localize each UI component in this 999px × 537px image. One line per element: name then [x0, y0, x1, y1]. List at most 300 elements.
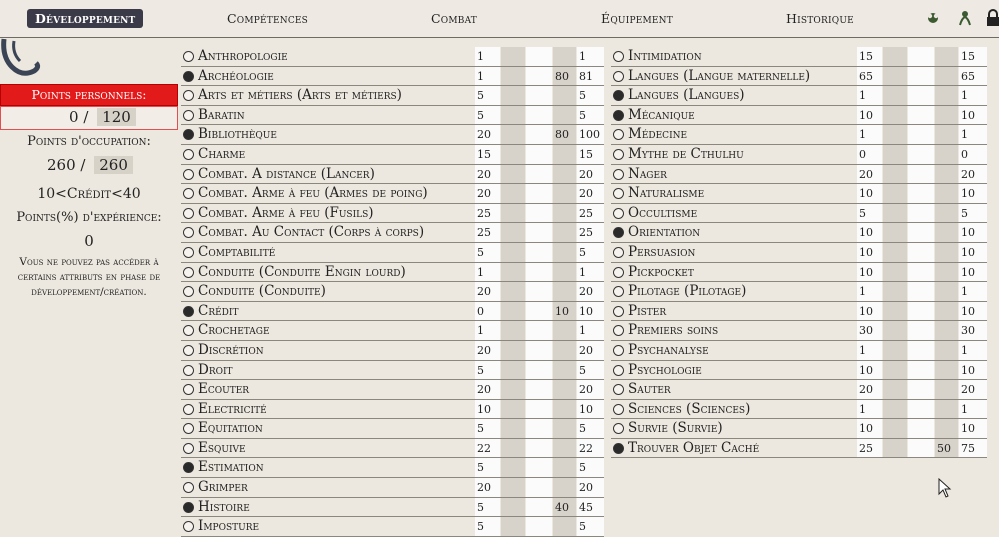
skill-b2	[553, 380, 576, 399]
skill-total: 10	[959, 106, 987, 125]
skill-total: 81	[577, 67, 604, 86]
skill-a[interactable]	[883, 204, 907, 223]
skill-a[interactable]	[501, 125, 525, 144]
skill-a[interactable]	[501, 145, 525, 164]
skill-radio[interactable]	[613, 208, 624, 219]
skill-a[interactable]	[883, 282, 907, 301]
tab-competences[interactable]: Compétences	[227, 11, 309, 26]
skill-radio[interactable]	[613, 384, 624, 395]
skill-b[interactable]	[908, 400, 934, 419]
skill-b2	[553, 223, 576, 242]
skill-row[interactable]	[181, 184, 604, 204]
skill-radio[interactable]	[613, 188, 624, 199]
skill-b[interactable]	[526, 165, 552, 184]
skill-row[interactable]	[611, 145, 987, 165]
skill-b[interactable]	[908, 67, 934, 86]
experience-label: Points(%) d'expérience:	[16, 210, 162, 225]
skill-name: Combat. A distance (Lancer)	[198, 165, 375, 182]
skill-a[interactable]	[883, 223, 907, 242]
skill-row[interactable]	[611, 165, 987, 185]
skill-total: 1	[959, 282, 987, 301]
skill-b2	[935, 145, 958, 164]
skill-base: 1	[857, 86, 882, 105]
skill-total: 5	[577, 243, 604, 262]
skill-b[interactable]	[908, 361, 934, 380]
skill-row[interactable]	[181, 439, 604, 459]
skill-name: Sauter	[628, 381, 671, 398]
skill-base: 5	[857, 204, 882, 223]
skill-base: 5	[475, 106, 500, 125]
skill-a[interactable]	[501, 67, 525, 86]
skill-radio[interactable]	[183, 384, 194, 395]
skill-b2	[553, 282, 576, 301]
skill-a[interactable]	[501, 439, 525, 458]
skill-row[interactable]	[181, 419, 604, 439]
skill-name: Crédit	[198, 302, 239, 319]
skill-radio[interactable]	[613, 443, 624, 454]
skill-base: 20	[857, 165, 882, 184]
skill-b[interactable]	[908, 321, 934, 340]
skill-b[interactable]	[908, 47, 934, 66]
skill-b2	[553, 400, 576, 419]
skill-radio[interactable]	[613, 169, 624, 180]
skill-radio[interactable]	[613, 247, 624, 258]
skill-name: Estimation	[198, 459, 264, 476]
skill-a[interactable]	[883, 263, 907, 282]
skill-name: Droit	[198, 361, 233, 378]
skill-base: 20	[475, 184, 500, 203]
skill-b[interactable]	[526, 106, 552, 125]
skill-base: 15	[857, 47, 882, 66]
skill-total: 20	[959, 380, 987, 399]
skill-b[interactable]	[908, 125, 934, 144]
skill-row[interactable]	[611, 341, 987, 361]
skill-radio[interactable]	[183, 423, 194, 434]
skill-radio[interactable]	[613, 71, 624, 82]
skill-b[interactable]	[908, 302, 934, 321]
skill-b[interactable]	[526, 361, 552, 380]
skill-radio[interactable]	[613, 51, 624, 62]
skill-b[interactable]	[526, 86, 552, 105]
skill-row[interactable]	[611, 223, 987, 243]
skill-name: Pister	[628, 302, 667, 319]
lock-icon[interactable]	[984, 9, 999, 27]
brain-icon[interactable]	[924, 9, 942, 27]
skill-base: 20	[857, 380, 882, 399]
skill-radio[interactable]	[613, 149, 624, 160]
skill-radio[interactable]	[183, 51, 194, 62]
skill-radio[interactable]	[183, 462, 194, 473]
skill-b[interactable]	[526, 419, 552, 438]
skill-b2	[553, 47, 576, 66]
skill-radio[interactable]	[613, 129, 624, 140]
tentacle-icon[interactable]	[956, 9, 974, 27]
skill-row[interactable]	[611, 243, 987, 263]
skill-a[interactable]	[501, 341, 525, 360]
skill-name: Bibliothèque	[198, 126, 277, 143]
skill-radio[interactable]	[183, 90, 194, 101]
skill-a[interactable]	[501, 419, 525, 438]
skill-a[interactable]	[883, 184, 907, 203]
skill-b[interactable]	[526, 184, 552, 203]
skill-b2: 50	[935, 439, 958, 458]
skill-total: 22	[577, 439, 604, 458]
skill-b2	[553, 106, 576, 125]
skill-a[interactable]	[501, 106, 525, 125]
skill-radio[interactable]	[183, 208, 194, 219]
skill-radio[interactable]	[183, 227, 194, 238]
skill-total: 15	[577, 145, 604, 164]
skill-row[interactable]	[611, 282, 987, 302]
skill-a[interactable]	[883, 47, 907, 66]
skill-b[interactable]	[908, 243, 934, 262]
skill-b[interactable]	[526, 341, 552, 360]
skill-a[interactable]	[501, 86, 525, 105]
tab-historique[interactable]: Historique	[786, 11, 854, 26]
skill-row[interactable]	[181, 223, 604, 243]
skill-b[interactable]	[908, 439, 934, 458]
skill-radio[interactable]	[183, 482, 194, 493]
skill-a[interactable]	[883, 321, 907, 340]
skill-radio[interactable]	[183, 306, 194, 317]
skill-b2	[553, 361, 576, 380]
skill-row[interactable]	[181, 47, 604, 67]
skill-a[interactable]	[883, 145, 907, 164]
skill-a[interactable]	[501, 204, 525, 223]
skill-a[interactable]	[501, 380, 525, 399]
skill-b[interactable]	[526, 47, 552, 66]
skill-a[interactable]	[501, 184, 525, 203]
skill-base: 65	[857, 67, 882, 86]
skill-b2	[935, 400, 958, 419]
skill-b2	[935, 106, 958, 125]
skill-b[interactable]	[526, 498, 552, 517]
skill-a[interactable]	[883, 302, 907, 321]
skill-b2	[935, 341, 958, 360]
skill-row[interactable]	[611, 361, 987, 381]
skill-base: 20	[475, 165, 500, 184]
skill-name: Ecouter	[198, 381, 250, 398]
skill-b[interactable]	[908, 184, 934, 203]
skill-b2	[553, 145, 576, 164]
skill-b2	[553, 458, 576, 477]
personal-points-label: Points personnels:	[0, 84, 178, 106]
skill-name: Charme	[198, 145, 246, 162]
skill-a[interactable]	[883, 380, 907, 399]
skill-row[interactable]	[611, 86, 987, 106]
skill-b[interactable]	[908, 204, 934, 223]
skill-total: 5	[577, 458, 604, 477]
skill-base: 20	[475, 282, 500, 301]
skill-radio[interactable]	[183, 443, 194, 454]
skill-total: 10	[959, 243, 987, 262]
skill-b2: 80	[553, 125, 576, 144]
skill-name: Médecine	[628, 126, 688, 143]
skill-a[interactable]	[501, 47, 525, 66]
skill-radio[interactable]	[183, 129, 194, 140]
skill-total: 5	[577, 361, 604, 380]
skill-radio[interactable]	[183, 267, 194, 278]
skill-row[interactable]	[181, 321, 604, 341]
skill-b[interactable]	[526, 204, 552, 223]
skill-row[interactable]	[181, 263, 604, 283]
skill-a[interactable]	[501, 458, 525, 477]
skill-row[interactable]	[611, 400, 987, 420]
skill-row[interactable]	[181, 125, 604, 145]
mouse-cursor-icon	[938, 478, 952, 498]
skill-radio[interactable]	[183, 365, 194, 376]
skill-radio[interactable]	[613, 267, 624, 278]
skill-b2	[935, 125, 958, 144]
skill-total: 10	[959, 302, 987, 321]
skill-total: 25	[577, 204, 604, 223]
skill-radio[interactable]	[183, 110, 194, 121]
skill-b[interactable]	[908, 341, 934, 360]
skill-b[interactable]	[526, 145, 552, 164]
skill-name: Histoire	[198, 498, 250, 515]
skill-b[interactable]	[526, 125, 552, 144]
skill-name: Discrétion	[198, 341, 264, 358]
skill-row[interactable]	[181, 67, 604, 87]
skill-base: 25	[857, 439, 882, 458]
skill-b[interactable]	[526, 458, 552, 477]
skill-b2	[935, 184, 958, 203]
skill-row[interactable]	[181, 204, 604, 224]
tentacle-logo-icon	[0, 37, 48, 85]
skill-base: 10	[857, 106, 882, 125]
skill-base: 1	[857, 125, 882, 144]
skill-row[interactable]	[181, 517, 604, 537]
skill-radio[interactable]	[613, 404, 624, 415]
skill-total: 15	[959, 47, 987, 66]
skill-total: 20	[577, 478, 604, 497]
skill-b[interactable]	[908, 86, 934, 105]
skill-a[interactable]	[501, 361, 525, 380]
skill-row[interactable]	[611, 321, 987, 341]
skill-radio[interactable]	[613, 110, 624, 121]
skill-a[interactable]	[501, 282, 525, 301]
skill-b2	[935, 67, 958, 86]
skill-b[interactable]	[908, 419, 934, 438]
skill-b2	[935, 361, 958, 380]
skill-total: 10	[959, 223, 987, 242]
skill-a[interactable]	[501, 498, 525, 517]
occupation-points-spent: 260	[47, 156, 76, 174]
skill-name: Occultisme	[628, 204, 698, 221]
skill-b[interactable]	[526, 478, 552, 497]
skill-row[interactable]	[181, 165, 604, 185]
skill-row[interactable]	[181, 282, 604, 302]
skill-a[interactable]	[883, 400, 907, 419]
skill-name: Equitation	[198, 420, 263, 437]
personal-points-sep: /	[83, 108, 89, 126]
skill-b[interactable]	[526, 223, 552, 242]
skill-radio[interactable]	[183, 345, 194, 356]
skill-base: 1	[475, 321, 500, 340]
skills-table-right	[611, 47, 987, 458]
skill-a[interactable]	[883, 243, 907, 262]
skill-row[interactable]	[181, 400, 604, 420]
skill-a[interactable]	[501, 263, 525, 282]
skill-a[interactable]	[501, 223, 525, 242]
skill-total: 5	[959, 204, 987, 223]
skill-radio[interactable]	[183, 169, 194, 180]
skill-a[interactable]	[501, 165, 525, 184]
skill-a[interactable]	[501, 321, 525, 340]
skill-row[interactable]	[181, 243, 604, 263]
skill-b2: 40	[553, 498, 576, 517]
skill-total: 20	[577, 184, 604, 203]
skill-row[interactable]	[181, 302, 604, 322]
skill-b[interactable]	[908, 282, 934, 301]
skill-b2	[935, 380, 958, 399]
skill-radio[interactable]	[183, 71, 194, 82]
skill-base: 25	[475, 223, 500, 242]
skill-total: 5	[577, 419, 604, 438]
skill-base: 5	[475, 361, 500, 380]
skill-b2	[935, 47, 958, 66]
skill-total: 1	[577, 321, 604, 340]
skill-base: 10	[857, 243, 882, 262]
skill-total: 10	[577, 302, 604, 321]
skill-b[interactable]	[526, 400, 552, 419]
skill-row[interactable]	[611, 106, 987, 126]
skill-radio[interactable]	[613, 423, 624, 434]
skill-base: 0	[857, 145, 882, 164]
skill-radio[interactable]	[613, 306, 624, 317]
skill-b[interactable]	[526, 302, 552, 321]
skill-radio[interactable]	[183, 325, 194, 336]
skill-radio[interactable]	[613, 90, 624, 101]
skill-b[interactable]	[908, 223, 934, 242]
skill-base: 15	[475, 145, 500, 164]
skill-radio[interactable]	[183, 247, 194, 258]
skill-a[interactable]	[883, 341, 907, 360]
skill-radio[interactable]	[183, 404, 194, 415]
skill-row[interactable]	[611, 263, 987, 283]
skill-a[interactable]	[501, 302, 525, 321]
skill-a[interactable]	[883, 86, 907, 105]
skill-a[interactable]	[501, 400, 525, 419]
skill-name: Pickpocket	[628, 263, 694, 280]
skill-base: 1	[857, 341, 882, 360]
skill-total: 20	[577, 165, 604, 184]
skill-radio[interactable]	[613, 365, 624, 376]
skill-a[interactable]	[501, 478, 525, 497]
skill-radio[interactable]	[183, 502, 194, 513]
skill-a[interactable]	[883, 67, 907, 86]
skill-b[interactable]	[526, 321, 552, 340]
skill-b[interactable]	[526, 380, 552, 399]
skill-row[interactable]	[611, 439, 987, 459]
skill-radio[interactable]	[183, 149, 194, 160]
skill-name: Naturalisme	[628, 185, 705, 202]
skill-b[interactable]	[908, 106, 934, 125]
skill-a[interactable]	[883, 165, 907, 184]
skill-base: 5	[475, 517, 500, 536]
skill-total: 65	[959, 67, 987, 86]
skill-total: 5	[577, 86, 604, 105]
skill-row[interactable]	[181, 361, 604, 381]
skill-base: 1	[475, 263, 500, 282]
skill-radio[interactable]	[183, 521, 194, 532]
skill-b2	[553, 439, 576, 458]
skill-row[interactable]	[611, 125, 987, 145]
skill-row[interactable]	[611, 302, 987, 322]
credit-range: 10<Crédit<40	[37, 186, 141, 202]
skill-b[interactable]	[908, 263, 934, 282]
skill-row[interactable]	[611, 419, 987, 439]
skill-b[interactable]	[526, 263, 552, 282]
skill-a[interactable]	[501, 243, 525, 262]
skill-b2	[553, 263, 576, 282]
skill-b[interactable]	[526, 517, 552, 536]
skill-row[interactable]	[181, 478, 604, 498]
skill-b[interactable]	[526, 243, 552, 262]
skill-radio[interactable]	[613, 345, 624, 356]
experience-value: 0	[84, 232, 94, 250]
skill-row[interactable]	[611, 184, 987, 204]
skill-name: Imposture	[198, 518, 260, 535]
skill-radio[interactable]	[613, 286, 624, 297]
skill-b[interactable]	[526, 67, 552, 86]
skill-radio[interactable]	[613, 227, 624, 238]
skill-row[interactable]	[181, 341, 604, 361]
skill-total: 10	[577, 400, 604, 419]
occupation-points-sep: /	[80, 156, 86, 174]
skill-total: 1	[959, 125, 987, 144]
left-panel	[0, 37, 178, 511]
personal-points-total: 120	[97, 108, 136, 126]
skill-a[interactable]	[883, 419, 907, 438]
skill-b[interactable]	[526, 282, 552, 301]
skill-row[interactable]	[611, 204, 987, 224]
skill-row[interactable]	[181, 458, 604, 478]
skill-radio[interactable]	[183, 286, 194, 297]
skill-a[interactable]	[883, 361, 907, 380]
skill-b[interactable]	[908, 165, 934, 184]
skill-base: 20	[475, 478, 500, 497]
skill-a[interactable]	[883, 106, 907, 125]
skill-a[interactable]	[501, 517, 525, 536]
skill-row[interactable]	[611, 67, 987, 87]
skill-a[interactable]	[883, 125, 907, 144]
skill-base: 10	[857, 223, 882, 242]
skill-name: Grimper	[198, 479, 248, 496]
tab-developpement[interactable]: Développement	[27, 9, 143, 28]
skill-b[interactable]	[908, 380, 934, 399]
skill-row[interactable]	[181, 86, 604, 106]
skill-name: Premiers soins	[628, 322, 719, 339]
skill-row[interactable]	[181, 498, 604, 518]
skill-row[interactable]	[611, 380, 987, 400]
skill-row[interactable]	[611, 47, 987, 67]
skill-base: 5	[475, 419, 500, 438]
skill-row[interactable]	[181, 145, 604, 165]
skill-base: 10	[857, 419, 882, 438]
tab-combat[interactable]: Combat	[431, 11, 477, 26]
skill-b[interactable]	[908, 145, 934, 164]
skill-radio[interactable]	[613, 325, 624, 336]
skill-a[interactable]	[883, 439, 907, 458]
skill-row[interactable]	[181, 380, 604, 400]
skills-table-left	[181, 47, 604, 537]
skill-row[interactable]	[181, 106, 604, 126]
tab-equipement[interactable]: Équipement	[601, 11, 673, 26]
skill-base: 25	[475, 204, 500, 223]
skill-b[interactable]	[526, 439, 552, 458]
skill-radio[interactable]	[183, 188, 194, 199]
